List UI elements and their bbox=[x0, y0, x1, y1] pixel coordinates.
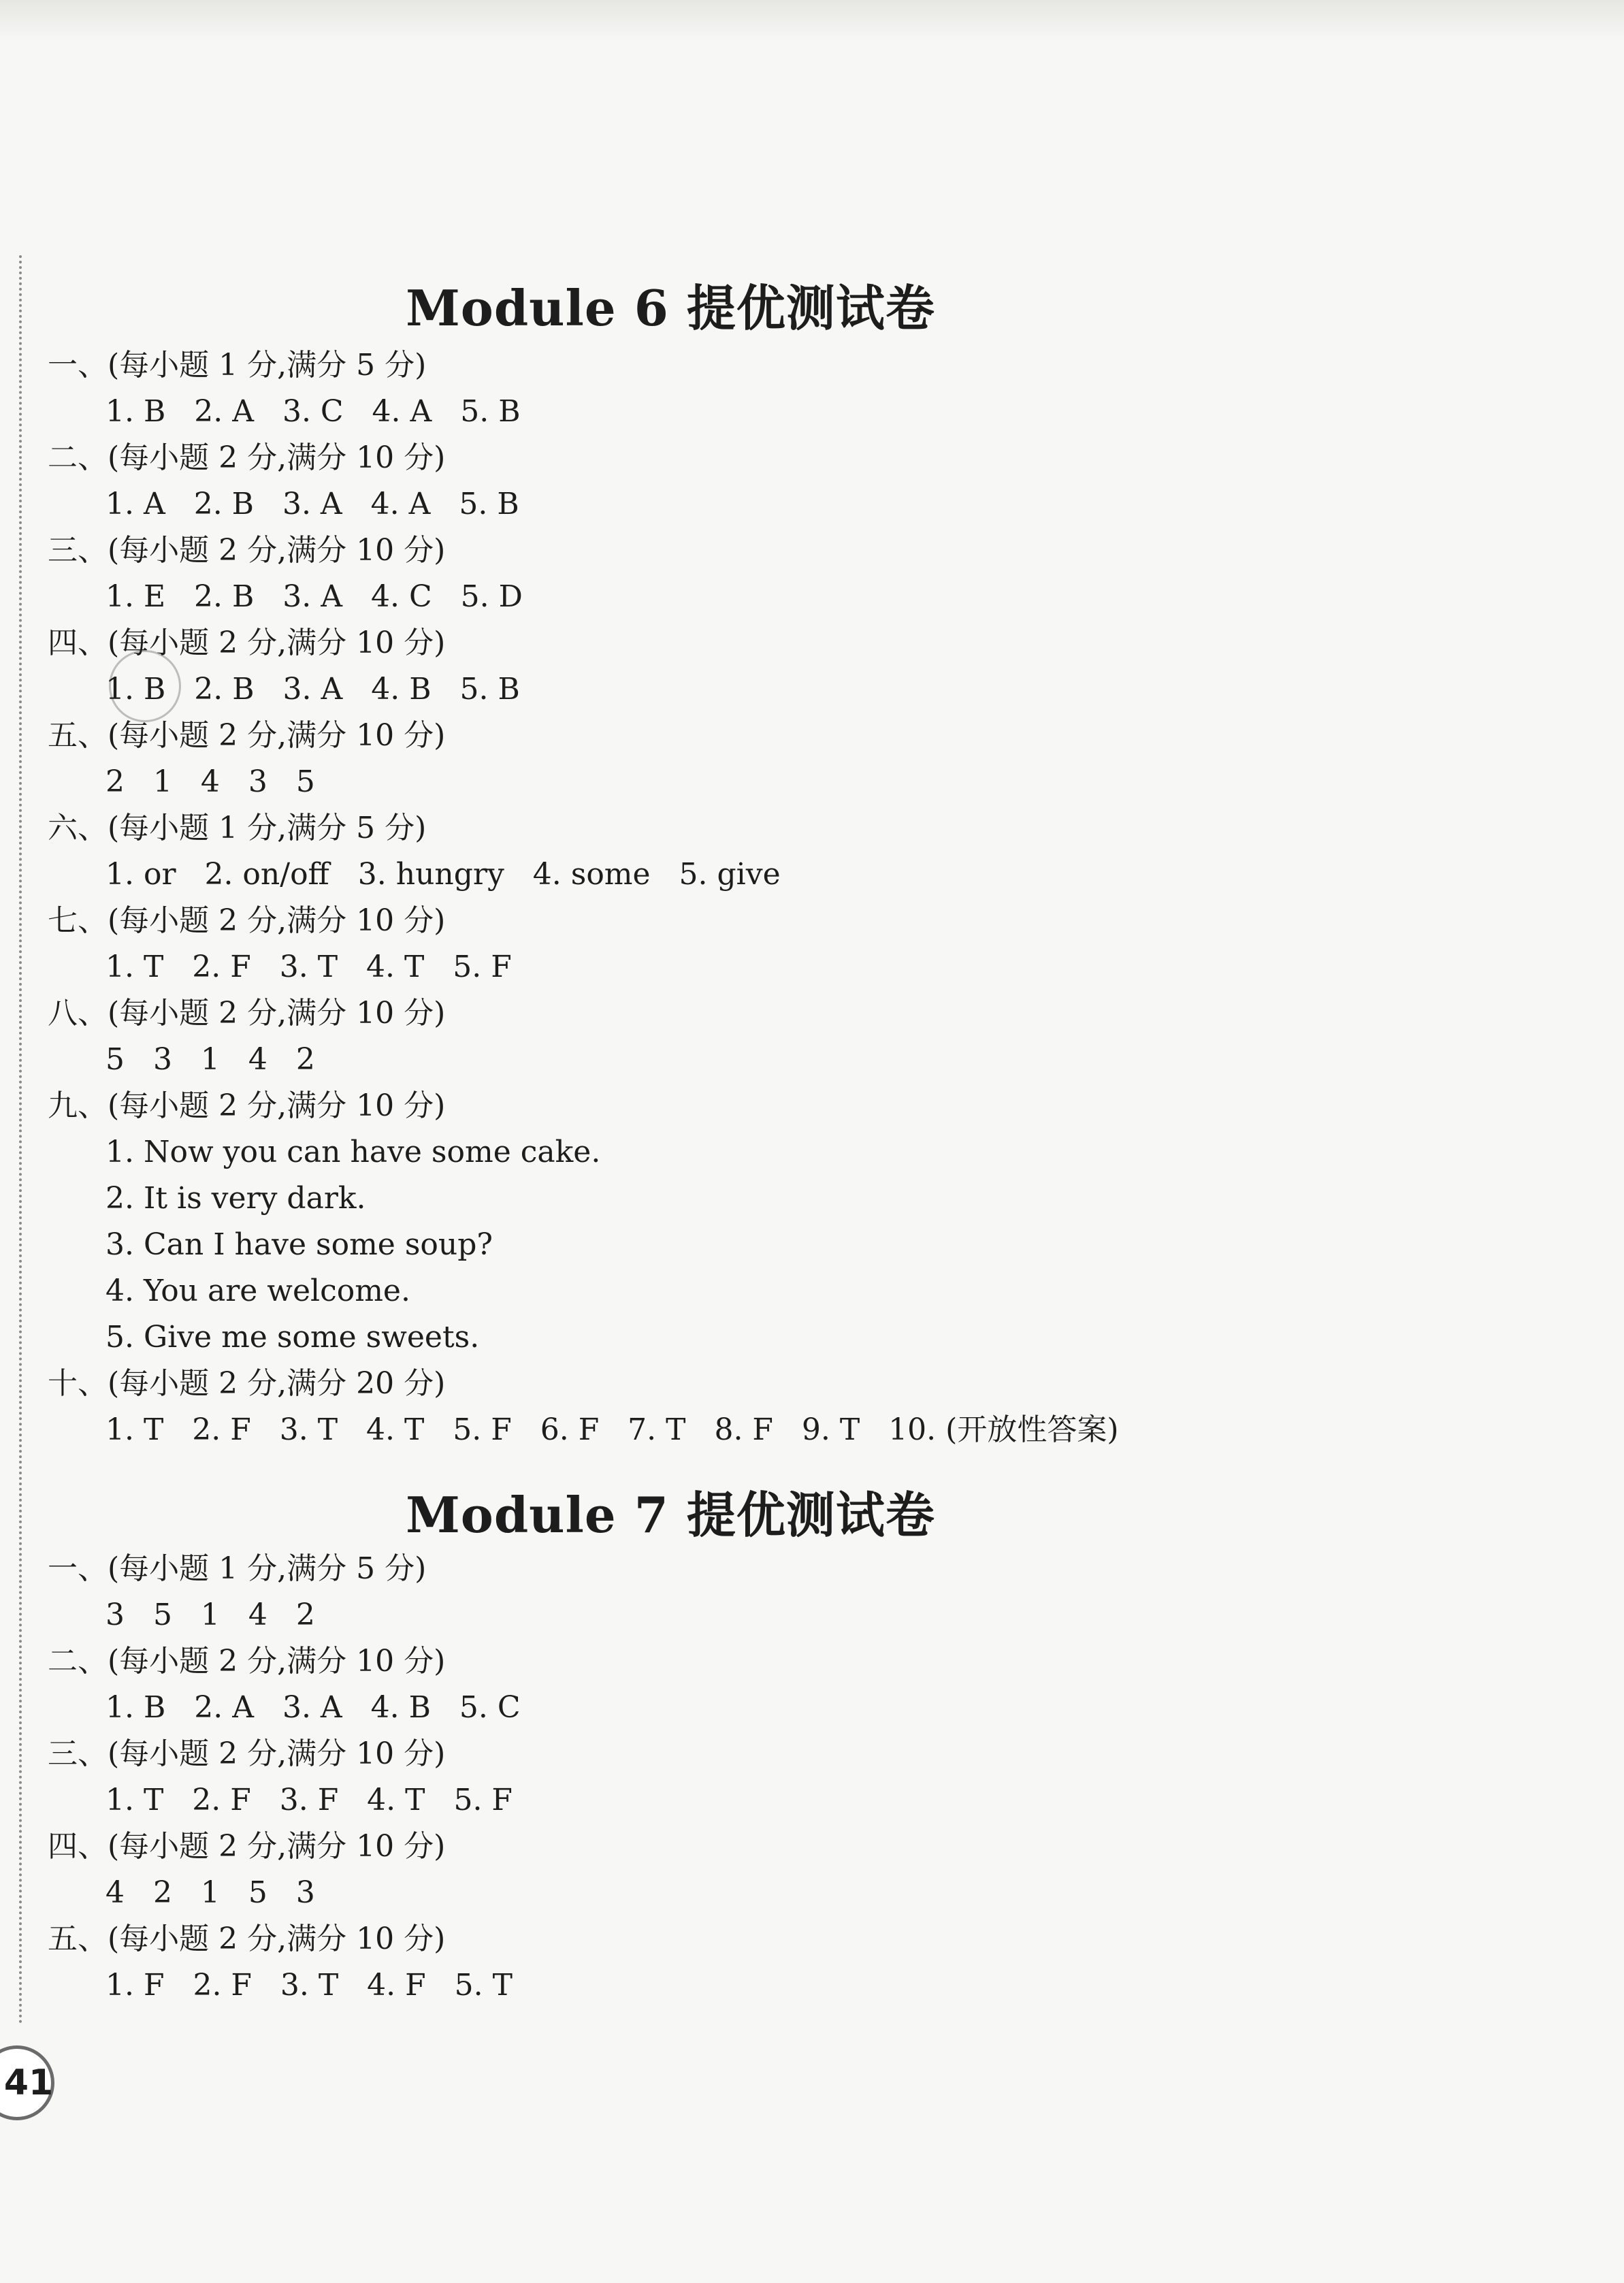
m6-section-10-header: 十、(每小题 2 分,满分 20 分) bbox=[48, 1366, 446, 1401]
m7-section-3-header: 三、(每小题 2 分,满分 10 分) bbox=[48, 1736, 446, 1771]
m7-section-5-answers: 1. F 2. F 3. T 4. F 5. T bbox=[105, 1968, 513, 2003]
m6-section-3-answers: 1. E 2. B 3. A 4. C 5. D bbox=[105, 579, 523, 614]
m6-section-6-header: 六、(每小题 1 分,满分 5 分) bbox=[48, 811, 427, 845]
m6-section-9-answer-2: 2. It is very dark. bbox=[105, 1181, 366, 1216]
module-7-title: Module 7 提优测试卷 bbox=[406, 1486, 935, 1544]
m6-section-9-answer-5: 5. Give me some sweets. bbox=[105, 1320, 480, 1355]
page-number: 41 bbox=[3, 2062, 54, 2103]
m6-section-2-answers: 1. A 2. B 3. A 4. A 5. B bbox=[105, 487, 519, 521]
m6-section-7-header: 七、(每小题 2 分,满分 10 分) bbox=[48, 903, 446, 938]
page-number-badge bbox=[0, 2045, 54, 2120]
m6-section-8-header: 八、(每小题 2 分,满分 10 分) bbox=[48, 996, 446, 1031]
m7-section-2-header: 二、(每小题 2 分,满分 10 分) bbox=[48, 1644, 446, 1679]
m6-section-3-header: 三、(每小题 2 分,满分 10 分) bbox=[48, 533, 446, 568]
m7-section-5-header: 五、(每小题 2 分,满分 10 分) bbox=[48, 1922, 446, 1956]
m6-section-9-answer-4: 4. You are welcome. bbox=[105, 1274, 410, 1308]
scan-edge bbox=[0, 0, 1624, 41]
m7-section-4-header: 四、(每小题 2 分,满分 10 分) bbox=[48, 1829, 446, 1864]
m6-section-9-answer-3: 3. Can I have some soup? bbox=[105, 1227, 493, 1262]
m7-section-1-header: 一、(每小题 1 分,满分 5 分) bbox=[48, 1551, 427, 1586]
m6-section-8-answers: 5 3 1 4 2 bbox=[105, 1042, 315, 1077]
m6-section-4-header: 四、(每小题 2 分,满分 10 分) bbox=[48, 626, 446, 660]
m6-section-5-answers: 2 1 4 3 5 bbox=[105, 764, 315, 799]
m6-section-1-header: 一、(每小题 1 分,满分 5 分) bbox=[48, 348, 427, 383]
binding-dotted-line bbox=[19, 255, 22, 2025]
m7-section-3-answers: 1. T 2. F 3. F 4. T 5. F bbox=[105, 1783, 513, 1817]
module-6-title: Module 6 提优测试卷 bbox=[406, 279, 935, 337]
m6-section-6-answers: 1. or 2. on/off 3. hungry 4. some 5. give bbox=[105, 857, 781, 892]
m7-section-1-answers: 3 5 1 4 2 bbox=[105, 1598, 315, 1632]
m6-section-9-answer-1: 1. Now you can have some cake. bbox=[105, 1135, 601, 1169]
m6-section-1-answers: 1. B 2. A 3. C 4. A 5. B bbox=[105, 394, 521, 429]
m7-section-2-answers: 1. B 2. A 3. A 4. B 5. C bbox=[105, 1690, 521, 1725]
m6-section-5-header: 五、(每小题 2 分,满分 10 分) bbox=[48, 718, 446, 753]
m7-section-4-answers: 4 2 1 5 3 bbox=[105, 1875, 315, 1910]
m6-section-7-answers: 1. T 2. F 3. T 4. T 5. F bbox=[105, 950, 512, 984]
m6-section-2-header: 二、(每小题 2 分,满分 10 分) bbox=[48, 440, 446, 475]
m6-section-9-header: 九、(每小题 2 分,满分 10 分) bbox=[48, 1088, 446, 1123]
m6-section-4-answers: 1. B 2. B 3. A 4. B 5. B bbox=[105, 672, 520, 707]
m6-section-10-answers: 1. T 2. F 3. T 4. T 5. F 6. F 7. T 8. F 9. T 10. (开放性答案) bbox=[105, 1412, 1119, 1447]
